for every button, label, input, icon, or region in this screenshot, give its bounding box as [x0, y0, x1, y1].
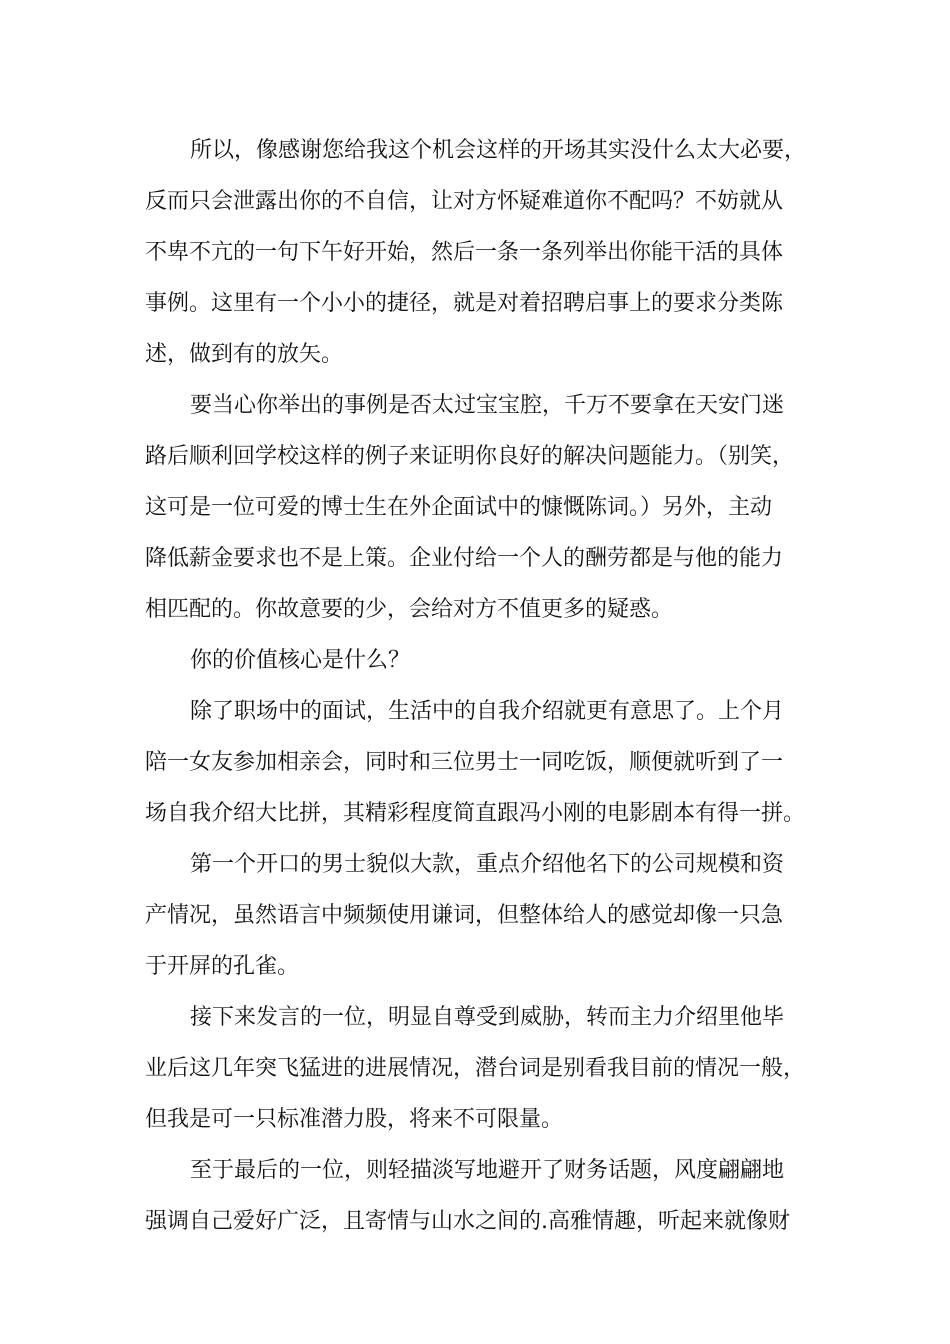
paragraph-2-line-1: 要当心你举出的事例是否太过宝宝腔，千万不要拿在天安门迷	[190, 393, 785, 418]
paragraph-1-line-3: 不卑不亢的一句下午好开始，然后一条一条列举出你能干活的具体	[145, 240, 784, 265]
document-body	[145, 125, 825, 1247]
paragraph-3-line-3: 场自我介绍大比拼，其精彩程度简直跟冯小刚的电影剧本有得一拼。	[145, 801, 806, 826]
paragraph-1-line-4: 事例。这里有一个小小的捷径，就是对着招聘启事上的要求分类陈	[145, 291, 784, 316]
paragraph-2-line-5: 相匹配的。你故意要的少，会给对方不值更多的疑惑。	[145, 597, 674, 622]
paragraph-5-line-2: 业后这几年突飞猛进的进展情况，潜台词是别看我目前的情况一般，	[145, 1056, 806, 1081]
paragraph-2-line-4: 降低薪金要求也不是上策。企业付给一个人的酬劳都是与他的能力	[145, 546, 784, 571]
paragraph-2-line-2: 路后顺利回学校这样的例子来证明你良好的解决问题能力。（别笑，	[145, 444, 795, 469]
paragraph-4-line-3: 于开屏的孔雀。	[145, 954, 300, 979]
paragraph-4-line-2: 产情况，虽然语言中频频使用谦词，但整体给人的感觉却像一只急	[145, 903, 784, 928]
paragraph-1-line-5: 述，做到有的放矢。	[145, 342, 344, 367]
paragraph-1-line-1: 所以，像感谢您给我这个机会这样的开场其实没什么太大必要，	[190, 138, 807, 163]
paragraph-5-line-3: 但我是可一只标准潜力股，将来不可限量。	[145, 1107, 564, 1132]
paragraph-2-line-3: 这可是一位可爱的博士生在外企面试中的慷慨陈词。）另外，主动	[145, 495, 773, 520]
paragraph-3-line-1: 除了职场中的面试，生活中的自我介绍就更有意思了。上个月	[190, 699, 785, 724]
paragraph-3-line-2: 陪一女友参加相亲会，同时和三位男士一同吃饭，顺便就听到了一	[145, 750, 784, 775]
paragraph-1-line-2: 反而只会泄露出你的不自信，让对方怀疑难道你不配吗？不妨就从	[145, 189, 784, 214]
paragraph-5-line-1: 接下来发言的一位，明显自尊受到威胁，转而主力介绍里他毕	[190, 1005, 785, 1030]
paragraph-6-line-2: 强调自己爱好广泛，且寄情与山水之间的.高雅情趣，听起来就像财	[145, 1209, 790, 1234]
paragraph-4-line-1: 第一个开口的男士貌似大款，重点介绍他名下的公司规模和资	[190, 852, 785, 877]
section-heading: 你的价值核心是什么？	[190, 648, 411, 673]
paragraph-6-line-1: 至于最后的一位，则轻描淡写地避开了财务话题，风度翩翩地	[190, 1158, 785, 1183]
